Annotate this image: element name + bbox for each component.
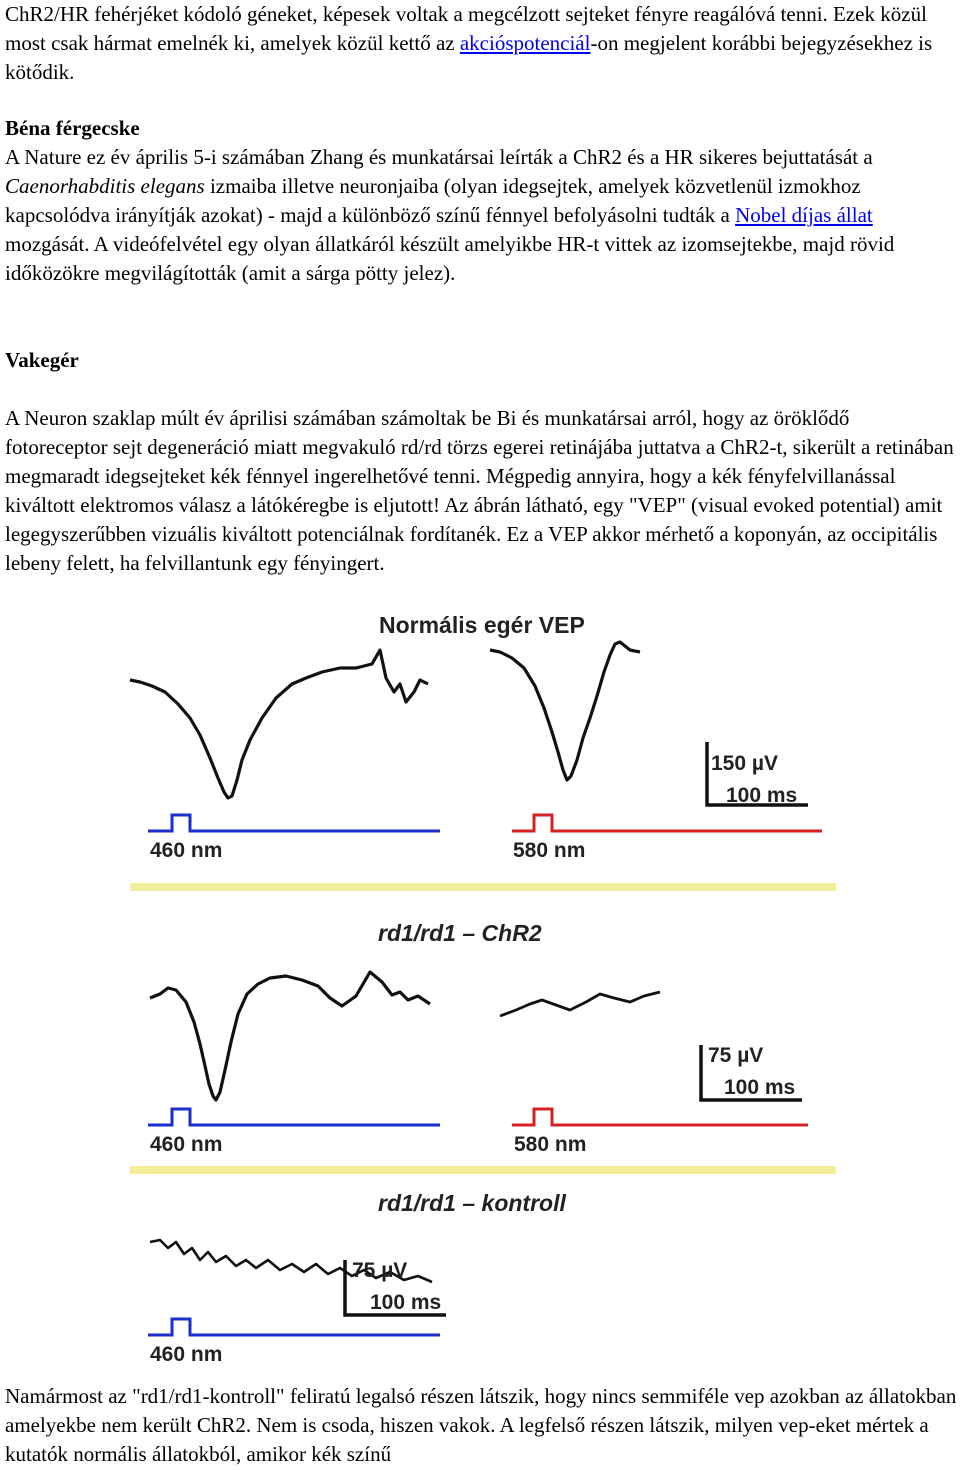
- worm-text-1: A Nature ez év április 5-i számában Zhang és munkatársai leírták a ChR2 és a HR sikeres bejuttatását a: [5, 145, 873, 169]
- intro-text-1: ChR2/HR fehérjéket kódoló géneket, képesek voltak a megcélzott sejteket fényre reagálóvá tenni. Ezek közül most csak hármat emelnék ki, amelyek közül kettő az: [5, 2, 927, 55]
- section-heading-mouse: Vakegér: [5, 348, 79, 372]
- panel-divider-2: [130, 1166, 836, 1174]
- scale-bar-3: [345, 1259, 446, 1315]
- label-580-panel1: 580 nm: [513, 839, 586, 862]
- label-460-panel2: 460 nm: [150, 1133, 223, 1156]
- nobel-animal-link[interactable]: Nobel díjas állat: [735, 203, 873, 227]
- vep-trace-chr2-580: [500, 992, 660, 1016]
- vep-trace-chr2-460: [150, 972, 430, 1100]
- scale-bar-1: [707, 742, 808, 807]
- panel3-title: rd1/rd1 – kontroll: [378, 1190, 566, 1216]
- scale2-time: 100 ms: [724, 1076, 796, 1099]
- label-580-panel2: 580 nm: [514, 1133, 587, 1156]
- scale1-time: 100 ms: [726, 784, 798, 807]
- stimulus-460-panel1: [148, 815, 440, 831]
- scale1-amplitude: 150 µV: [711, 752, 778, 775]
- vep-trace-normal-460: [130, 650, 428, 798]
- closing-paragraph: Namármost az "rd1/rd1-kontroll" feliratú legalsó részen látszik, hogy nincs semmiféle vep azokban az állatokban amelyekbe nem került ChR2. Nem is csoda, hiszen vakok. A legfelső részen látszik, milyen vep-eket mértek a kutatók normális állatokból, amikor kék színű: [5, 1384, 957, 1466]
- stimulus-580-panel2: [512, 1109, 808, 1125]
- mouse-paragraph: A Neuron szaklap múlt év áprilisi számában számoltak be Bi és munkatársai arról, hogy az öröklődő fotoreceptor sejt degeneráció miatt megvakuló rd/rd törzs egerei retinájába juttatva a ChR2-t, sikerült a retinában megmaradt idegsejteket kék fénnyel ingerelhetővé tenni. Mégpedig annyira, hogy a kék fényfelvillanással kiváltott elektromos válasz a látókéregbe is eljutott! Az ábrán látható, egy "VEP" (visual evoked potential) amit legegyszerűbben vizuális kiváltott potenciálnak fordítanék. Ez a VEP akkor mérhető a koponyán, az occipitális lebeny felett, ha felvillantunk egy fényingert.: [5, 406, 954, 575]
- stimulus-460-panel2: [148, 1109, 440, 1125]
- action-potential-link[interactable]: akcióspotenciál: [459, 31, 591, 55]
- panel2-title: rd1/rd1 – ChR2: [378, 920, 542, 946]
- scale-bar-2: [701, 1044, 802, 1100]
- scale3-amplitude: 75 µV: [352, 1259, 408, 1282]
- panel-divider-1: [130, 883, 836, 891]
- scale3-time: 100 ms: [370, 1291, 442, 1314]
- intro-paragraph: [5, 0, 957, 87]
- worm-paragraph: [5, 143, 957, 288]
- species-name: Caenorhabditis elegans: [5, 174, 205, 198]
- label-460-panel3: 460 nm: [150, 1343, 223, 1366]
- worm-text-3: mozgását. A videófelvétel egy olyan állatkáról készült amelyikbe HR-t vittek az izomsejtekbe, majd rövid időközökre megvilágították (amit a sárga pötty jelez).: [5, 232, 895, 285]
- stimulus-460-panel3: [148, 1319, 440, 1335]
- panel1-title: Normális egér VEP: [379, 612, 585, 638]
- intro-text-2: -on megjelent korábbi bejegyzésekhez is kötődik.: [5, 31, 933, 84]
- stimulus-580-panel1: [512, 815, 822, 831]
- label-460-panel1: 460 nm: [150, 839, 223, 862]
- vep-trace-normal-580: [490, 642, 640, 780]
- vep-figure: [0, 600, 960, 1380]
- section-heading-worm: Béna férgecske: [5, 116, 140, 140]
- scale2-amplitude: 75 µV: [708, 1044, 764, 1067]
- worm-text-2: izmaiba illetve neuronjaiba (olyan idegsejtek, amelyek közvetlenül izmokhoz kapcsolódva irányítják azokat) - majd a különböző színű fénnyel befolyásolni tudták a: [5, 174, 861, 227]
